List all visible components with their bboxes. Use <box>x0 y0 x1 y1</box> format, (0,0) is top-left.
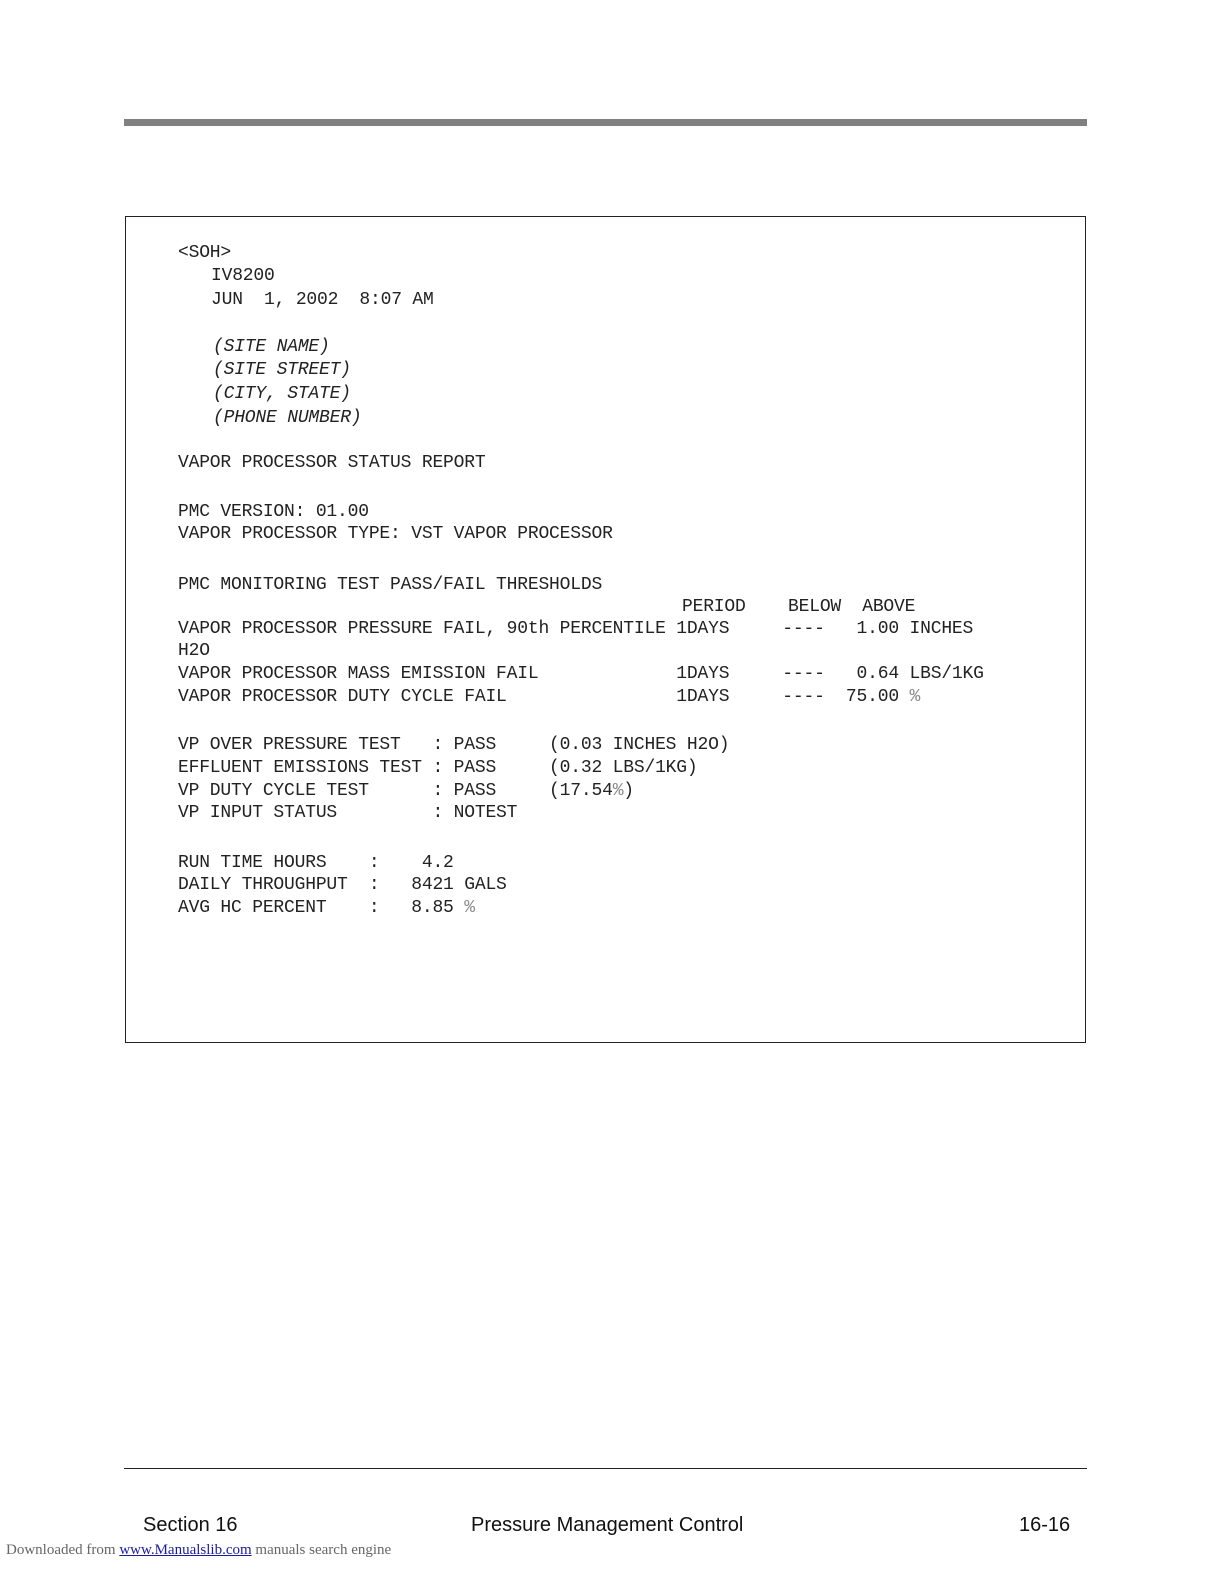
footer-section: Section 16 <box>143 1514 238 1536</box>
stat-avg-hc <box>178 897 475 919</box>
soh-marker: <SOH> <box>178 243 232 263</box>
footer-page-number: 16-16 <box>1019 1514 1071 1536</box>
percent-unit: % <box>612 781 624 801</box>
footer-rule <box>124 1468 1087 1469</box>
stat-daily-throughput: DAILY THROUGHPUT : 8421 GALS <box>178 875 507 895</box>
report-datetime: JUN 1, 2002 8:07 AM <box>211 290 434 310</box>
test-duty-cycle <box>178 780 634 802</box>
manualslib-link[interactable]: www.Manualslib.com <box>119 1542 252 1558</box>
percent-unit: % <box>909 687 921 707</box>
test-duty-cycle-close: ) <box>623 781 634 801</box>
pmc-version: PMC VERSION: 01.00 <box>178 502 369 522</box>
threshold-row-duty-cycle-text: VAPOR PROCESSOR DUTY CYCLE FAIL 1DAYS ---- 75.00 <box>178 687 910 707</box>
thresholds-column-headers: PERIOD BELOW ABOVE <box>682 597 916 617</box>
processor-type: VAPOR PROCESSOR TYPE: VST VAPOR PROCESSOR <box>178 524 613 544</box>
site-name: (SITE NAME) <box>213 337 330 357</box>
threshold-row-mass-emission: VAPOR PROCESSOR MASS EMISSION FAIL 1DAYS ---- 0.64 LBS/1KG <box>178 664 984 684</box>
test-input-status: VP INPUT STATUS : NOTEST <box>178 803 518 823</box>
device-id: IV8200 <box>211 266 275 286</box>
percent-unit: % <box>464 898 475 918</box>
site-city-state: (CITY, STATE) <box>213 384 351 404</box>
download-note <box>6 1542 391 1559</box>
thresholds-heading: PMC MONITORING TEST PASS/FAIL THRESHOLDS <box>178 575 603 595</box>
header-rule <box>124 119 1087 126</box>
threshold-row-pressure-unit: H2O <box>178 641 210 661</box>
site-street: (SITE STREET) <box>213 360 351 380</box>
threshold-row-duty-cycle <box>178 686 920 708</box>
report-title: VAPOR PROCESSOR STATUS REPORT <box>178 453 486 473</box>
download-note-prefix: Downloaded from <box>6 1542 120 1558</box>
stat-run-time: RUN TIME HOURS : 4.2 <box>178 853 454 873</box>
test-effluent-emissions: EFFLUENT EMISSIONS TEST : PASS (0.32 LBS/1KG) <box>178 758 698 778</box>
threshold-row-pressure: VAPOR PROCESSOR PRESSURE FAIL, 90th PERCENTILE 1DAYS ---- 1.00 INCHES <box>178 619 974 639</box>
test-over-pressure: VP OVER PRESSURE TEST : PASS (0.03 INCHES H2O) <box>178 735 730 755</box>
test-duty-cycle-text: VP DUTY CYCLE TEST : PASS (17.54 <box>178 781 613 801</box>
download-note-suffix: manuals search engine <box>251 1542 392 1558</box>
footer-title: Pressure Management Control <box>471 1514 744 1536</box>
site-phone: (PHONE NUMBER) <box>213 408 362 428</box>
stat-avg-hc-text: AVG HC PERCENT : 8.85 <box>178 898 465 918</box>
